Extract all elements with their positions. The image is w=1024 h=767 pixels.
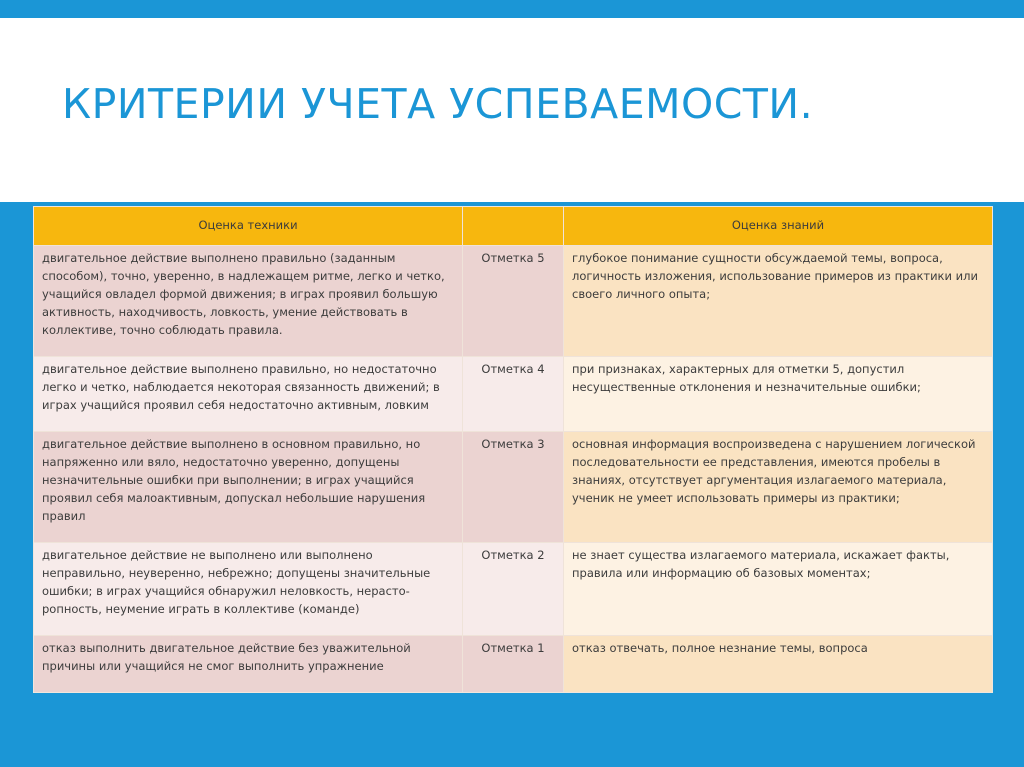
row-4-mark: Отметка 4 bbox=[463, 357, 563, 431]
row-1-technique: отказ выполнить двигательное действие без уважительной причины или учащийся не смог выполнить упражнение bbox=[34, 636, 462, 692]
row-3-knowledge: основная информация воспроизведена с нарушением логической последовательности ее представления, имеются пробелы в знаниях, отсутствует аргументация излагаемого материала, ученик не умеет использовать примеры из практики; bbox=[564, 432, 992, 542]
row-4-knowledge: при признаках, характерных для отметки 5, допустил несущественные отклонения и незначительные ошибки; bbox=[564, 357, 992, 431]
row-4-technique: двигательное действие выполнено правильно, но недостаточно легко и четко, наблюдается некоторая связанность движений; в играх учащийся проявил себя недостаточно активным, ловким bbox=[34, 357, 462, 431]
row-3-mark: Отметка 3 bbox=[463, 432, 563, 542]
top-accent-band bbox=[0, 0, 1024, 18]
row-5-technique: двигательное действие выполнено правильно (заданным способом), точно, уверенно, в надлежащем ритме, легко и четко, учащийся овладел формой движения; в играх проявил большую активность, находчивость, ловкость, умение действовать в коллективе, точно соблюдать правила. bbox=[34, 246, 462, 356]
row-3-technique: двигательное действие выполнено в основном правильно, но напряженно или вяло, недостаточно уверенно, допущены незначительные ошибки при выполнении; в играх учащийся проявил себя малоактивным, допускал небольшие нарушения правил bbox=[34, 432, 462, 542]
row-5-mark: Отметка 5 bbox=[463, 246, 563, 356]
slide-title: КРИТЕРИИ УЧЕТА УСПЕВАЕМОСТИ. bbox=[62, 80, 814, 128]
row-2-mark: Отметка 2 bbox=[463, 543, 563, 635]
row-2-technique: двигательное действие не выполнено или выполнено неправильно, неуверенно, небрежно; допущены значительные ошибки; в играх учащийся обнаружил неловкость, нерасто-ропность, неумение играть в коллективе (команде) bbox=[34, 543, 462, 635]
row-1-knowledge: отказ отвечать, полное незнание темы, вопроса bbox=[564, 636, 992, 692]
header-knowledge: Оценка знаний bbox=[564, 207, 992, 245]
title-area bbox=[0, 18, 1024, 202]
row-2-knowledge: не знает существа излагаемого материала, искажает факты, правила или информацию об базовых моментах; bbox=[564, 543, 992, 635]
header-mark bbox=[463, 207, 563, 245]
criteria-table bbox=[33, 206, 993, 693]
header-technique: Оценка техники bbox=[34, 207, 462, 245]
row-1-mark: Отметка 1 bbox=[463, 636, 563, 692]
row-5-knowledge: глубокое понимание сущности обсуждаемой темы, вопроса, логичность изложения, использование примеров из практики или своего личного опыта; bbox=[564, 246, 992, 356]
